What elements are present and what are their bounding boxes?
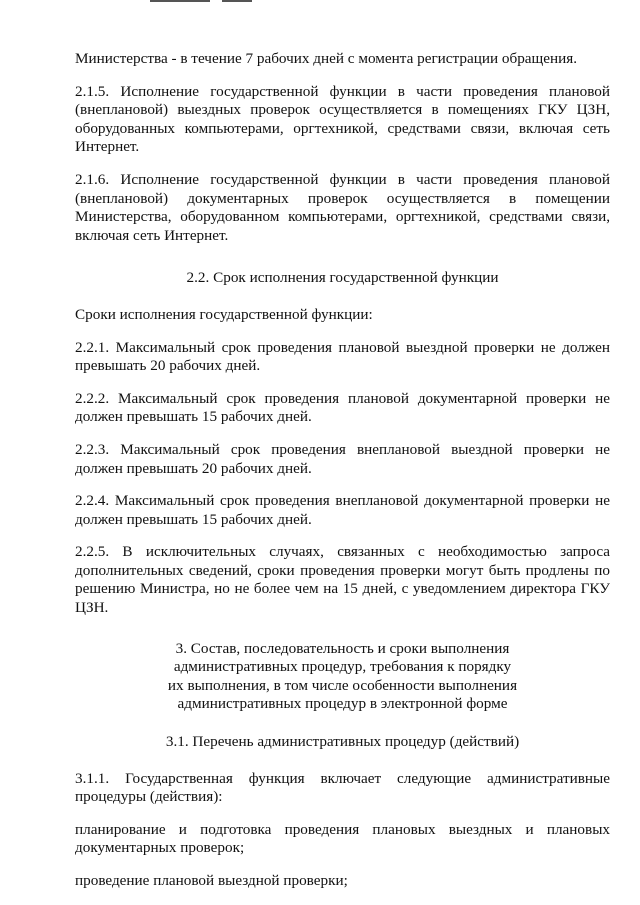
paragraph-list-item: проведение плановой выездной проверки; xyxy=(75,872,348,889)
scan-artifact xyxy=(222,0,252,2)
scan-artifact xyxy=(150,0,210,2)
paragraph-2-1-6: 2.1.6. Исполнение государственной функции в части проведения плановой (внеплановой) документарных проверок осуществляется в помещении Министерства, оборудованном компьютерами, оргтехникой, средствами связи, включая сеть Интернет. xyxy=(75,170,610,244)
section-heading-3-1: 3.1. Перечень административных процедур (действий) xyxy=(165,733,520,751)
section-heading-3-line: административных процедур в электронной форме xyxy=(177,695,508,713)
paragraph-intro: Сроки исполнения государственной функции: xyxy=(75,305,373,323)
paragraph-continuation: Министерства - в течение 7 рабочих дней с момента регистрации обращения. xyxy=(75,50,578,67)
document-page xyxy=(75,50,610,891)
paragraph-2-2-3: 2.2.3. Максимальный срок проведения внеплановой выездной проверки не должен превышать 20 рабочих дней. xyxy=(75,440,610,477)
section-heading-2-2: 2.2. Срок исполнения государственной функции xyxy=(186,269,499,287)
paragraph-list-item: планирование и подготовка проведения плановых выездных и плановых документарных проверок; xyxy=(75,820,610,857)
paragraph-2-2-5: 2.2.5. В исключительных случаях, связанных с необходимостью запроса дополнительных сведений, сроки проведения проверки могут быть продлены по решению Министра, но не более чем на 15 дней, с уведомлением директора ГКУ ЦЗН. xyxy=(75,543,610,617)
paragraph-2-2-4: 2.2.4. Максимальный срок проведения внеплановой документарной проверки не должен превышать 15 рабочих дней. xyxy=(75,492,610,528)
section-heading-3-line: их выполнения, в том числе особенности выполнения xyxy=(167,676,518,694)
paragraph-3-1-1: 3.1.1. Государственная функция включает следующие административные процедуры (действия): xyxy=(75,769,610,806)
paragraph-2-1-5: 2.1.5. Исполнение государственной функции в части проведения плановой (внеплановой) выездных проверок осуществляется в помещениях ГКУ ЦЗН, оборудованных компьютерами, оргтехникой, средствами связи, включая сеть Интернет. xyxy=(75,82,610,156)
paragraph-2-2-2: 2.2.2. Максимальный срок проведения плановой документарной проверки не должен превышать 15 рабочих дней. xyxy=(75,389,610,426)
section-heading-3-line: административных процедур, требования к порядку xyxy=(173,658,512,676)
paragraph-2-2-1: 2.2.1. Максимальный срок проведения плановой выездной проверки не должен превышать 20 рабочих дней. xyxy=(75,338,610,375)
section-heading-3 xyxy=(75,640,610,714)
section-heading-3-line: 3. Состав, последовательность и сроки выполнения xyxy=(175,639,510,657)
